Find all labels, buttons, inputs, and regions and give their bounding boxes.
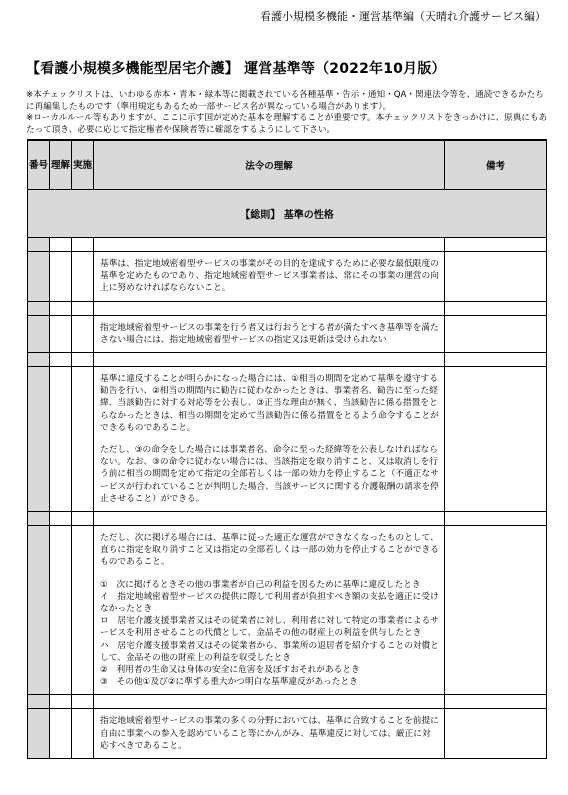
header-number: 番号 [28, 140, 50, 190]
remarks-cell[interactable] [445, 367, 547, 512]
spacer-row [28, 353, 547, 367]
law-text: ロ 居宅介護支援事業者又はその従業者に対し、利用者に対して特定の事業者によるサービスを利用させることの代償として、金品その他の財産上の利益を供与したとき [100, 616, 439, 639]
law-cell [94, 526, 445, 695]
table-row [28, 367, 547, 512]
spacer-row [28, 695, 547, 709]
law-cell [94, 709, 445, 759]
law-text: ③ その他①及び②に準ずる重大かつ明白な基準違反があったとき [100, 677, 358, 688]
remarks-cell[interactable] [445, 526, 547, 695]
table-row [28, 315, 547, 352]
notes-block [26, 90, 550, 136]
law-cell [94, 315, 445, 352]
law-text: ハ 居宅介護支援事業者又はその従業者から、事業所の退居者を紹介することの対償として、金品その他の財産上の利益を収受したとき [100, 640, 439, 663]
law-text: イ 指定地域密着型サービスの提供に際して利用者が負担すべき額の支払を適正に受けなかったとき [100, 591, 439, 615]
law-text: 基準に違反することが明らかになった場合には、①相当の期間を定めて基準を遵守する勧告を行い、②相当の期間内に勧告に従わなかったときは、事業者名、勧告に至った経緯、当該勧告に対する対応等を公表し、③正当な理由が無く、当該勧告に係る措置をとらなかったときは、相当の期間を定めて当該勧告に係る措置をとるよう命令することができるものであること。 [100, 374, 439, 433]
law-text: ② 利用者の生命又は身体の安全に危害を及ぼすおそれがあるとき [100, 665, 360, 676]
law-text: ただし、③の命令をした場合には事業者名、命令に至った経緯等を公表しなければならない。なお、③の命令に従わない場合には、当該指定を取り消すこと、又は取消しを行う前に相当の期間を定めて指定の全部若しくは一部の効力を停止すること（不適正なサービスが行われていることが判明した場合、当該サービスに関する介護報酬の請求を停止させること）ができる。 [100, 445, 439, 504]
number-cell [28, 709, 50, 759]
header-law: 法令の理解 [94, 140, 445, 190]
remarks-cell[interactable] [445, 315, 547, 352]
document-title: 【看護小規模多機能型居宅介護】 運営基準等（2022年10月版） [26, 61, 446, 77]
done-checkbox-cell[interactable] [72, 367, 94, 512]
done-checkbox-cell[interactable] [72, 315, 94, 352]
understand-checkbox-cell[interactable] [50, 367, 72, 512]
done-checkbox-cell[interactable] [72, 709, 94, 759]
note-2: ※ローカルルール等もありますが、ここに示す国が定めた基本を理解することが重要です。本チェックリストをきっかけに、原典にもあたって頂き、必要に応じて指定権者や保険者等に確認をするようにして下さい。 [26, 113, 548, 135]
done-checkbox-cell[interactable] [72, 526, 94, 695]
remarks-cell[interactable] [445, 252, 547, 302]
law-text: ① 次に掲げるときその他の事業者が自己の利益を図るために基準に違反したとき [100, 579, 421, 590]
table-header-row [28, 140, 547, 190]
number-cell [28, 315, 50, 352]
law-text: ただし、次に掲げる場合には、基準に従った適正な運営ができなくなったものとして、直ちに指定を取り消すこと又は指定の全部若しくは一部の効力を停止することができるものであること。 [100, 533, 439, 568]
understand-checkbox-cell[interactable] [50, 315, 72, 352]
header-remarks: 備考 [445, 140, 547, 190]
understand-checkbox-cell[interactable] [50, 526, 72, 695]
law-text: 基準は、指定地域密着型サービスの事業がその目的を達成するために必要な最低限度の基準を定めたものであり、指定地域密着型サービス事業者は、常にその事業の運営の向上に努めなければならないこと。 [100, 259, 439, 294]
spacer-row [28, 512, 547, 526]
done-checkbox-cell[interactable] [72, 252, 94, 302]
understand-checkbox-cell[interactable] [50, 252, 72, 302]
number-cell [28, 252, 50, 302]
table-row [28, 526, 547, 695]
spacer-row [28, 301, 547, 315]
table-row [28, 709, 547, 759]
header-done: 実施 [72, 140, 94, 190]
table-row [28, 252, 547, 302]
remarks-cell[interactable] [445, 709, 547, 759]
header-understand: 理解 [50, 140, 72, 190]
number-cell [28, 526, 50, 695]
header-title: 看護小規模多機能・運営基準編（天晴れ介護サービス編） [260, 10, 546, 23]
law-cell [94, 252, 445, 302]
spacer-row [28, 238, 547, 252]
number-cell [28, 367, 50, 512]
law-cell [94, 367, 445, 512]
checklist-table [27, 139, 547, 759]
understand-checkbox-cell[interactable] [50, 709, 72, 759]
section-title: 【総則】 基準の性格 [28, 190, 547, 238]
law-text: 指定地域密着型サービスの事業を行う者又は行おうとする者が満たすべき基準等を満たさない場合には、指定地域密着型サービスの指定又は更新は受けられない [100, 322, 439, 345]
note-1: ※本チェックリストは、いわゆる赤本・青本・緑本等に掲載されている各種基準・告示・通知・QA・関連法令等を、通読できるかたちに再編集したものです（準用規定もあるため一部サービス名が異なっている場合があります）。 [26, 90, 544, 112]
section-row [28, 190, 547, 238]
law-text: 指定地域密着型サービスの事業の多くの分野においては、基準に合致することを前提に自由に事業への参入を認めていること等にかんがみ、基準違反に対しては、厳正に対応すべきであること。 [100, 716, 439, 751]
